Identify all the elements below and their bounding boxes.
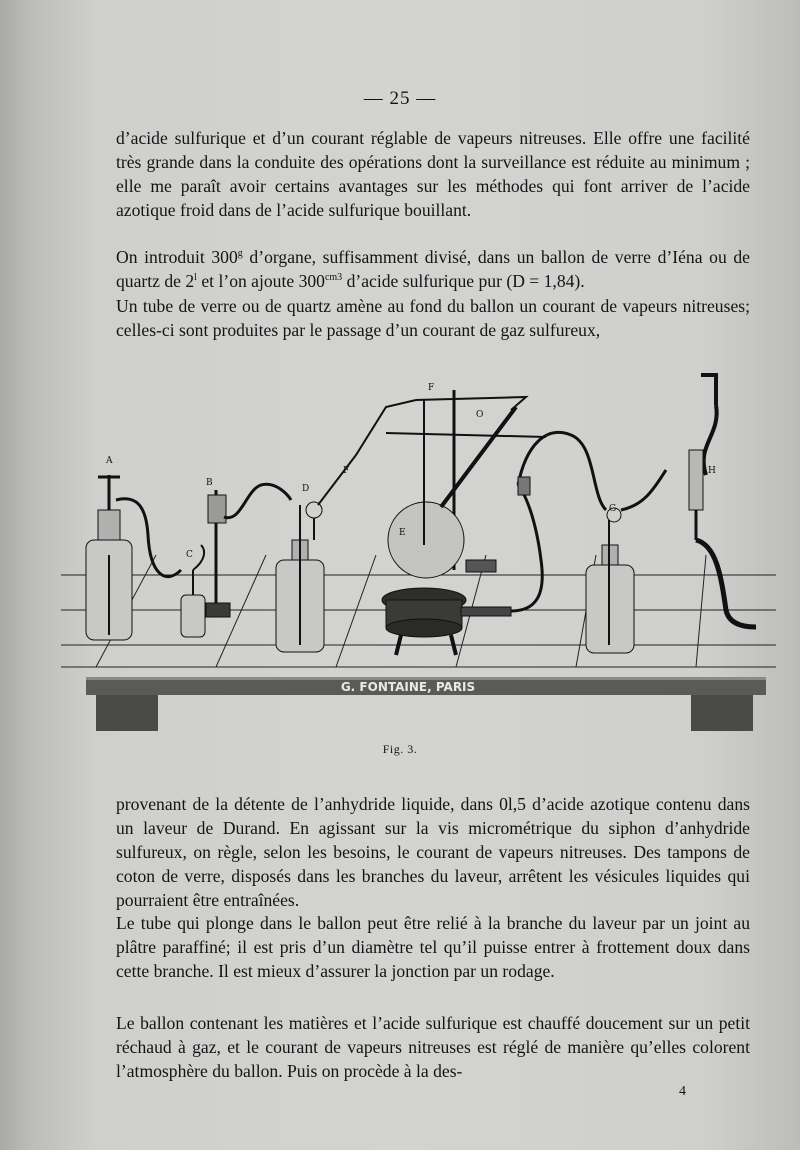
paragraph-2-part-4: d’acide sulfurique pur (D = 1,84). xyxy=(342,270,585,291)
svg-text:H: H xyxy=(708,466,716,476)
svg-text:B: B xyxy=(206,478,213,488)
svg-text:C: C xyxy=(186,550,193,560)
paragraph-2-part-1: On introduit 300 xyxy=(116,247,238,267)
signature-mark: 4 xyxy=(679,1084,686,1099)
svg-text:F: F xyxy=(343,466,350,476)
table-leg-left xyxy=(96,695,158,731)
paragraph-4: provenant de la détente de l’anhydride liquide, dans 0l,5 d’acide azotique contenu dans un laveur de Durand. En agissant sur la vis micrométrique du siphon d’anhydride sulfureux, on règle, selon les besoins, le courant de vapeurs nitreuses. Des tampons de coton de verre, disposés dans les branches du laveur, arrêtent les vésicules liquides qui pourraient être entraînées. xyxy=(116,794,750,910)
unit-cm3: cm3 xyxy=(324,272,343,284)
flask-c xyxy=(181,545,205,637)
paragraph-2-part-3: et l’on ajoute 300 xyxy=(196,270,325,291)
svg-text:D: D xyxy=(302,484,310,494)
water-tap-h xyxy=(689,375,756,627)
paragraph-5: Le tube qui plonge dans le ballon peut être relié à la branche du laveur par un joint au plâtre paraffiné; il est pris d’un diamètre tel qu’il puisse entrer à frottement doux dans cette branche. Il est mieux d’assurer la jonction par un rodage. xyxy=(116,913,750,981)
apparatus-illustration xyxy=(56,345,786,745)
svg-text:O: O xyxy=(476,410,484,420)
svg-text:A: A xyxy=(106,456,113,466)
page-number: — 25 — xyxy=(363,88,437,109)
paragraph-3: Un tube de verre ou de quartz amène au fond du ballon un courant de vapeurs nitreuses; celles-ci sont produites par le passage d’un courant de gaz sulfureux, xyxy=(116,296,750,340)
paragraph-6: Le ballon contenant les matières et l’acide sulfurique est chauffé doucement sur un petit réchaud à gaz, et le courant de vapeurs nitreuses est réglé de manière qu’elles colorent l’atmosphère du ballon. Puis on procède à la des- xyxy=(116,1013,750,1081)
apparatus-figure xyxy=(56,345,786,745)
paragraph-1: d’acide sulfurique et d’un courant réglable de vapeurs nitreuses. Elle offre une facilité très grande dans la conduite des opérations dont la surveillance est réduite au minimum ; elle me paraît avoir certains avantages sur les méthodes qui font arriver de l’acide azotique froid dans de l’acide sulfurique bouillant. xyxy=(116,128,750,220)
svg-text:F: F xyxy=(428,383,435,393)
unit-grams: g xyxy=(237,248,243,260)
unit-liters: l xyxy=(194,272,197,284)
maker-mark: G. FONTAINE, PARIS xyxy=(340,680,476,694)
siphon-bottle-a xyxy=(86,475,181,640)
round-flask-e xyxy=(388,397,526,578)
gas-tube xyxy=(518,432,606,510)
figure-caption: Fig. 3. xyxy=(382,742,418,756)
table-leg-right xyxy=(691,695,753,731)
svg-text:G: G xyxy=(609,504,617,514)
paragraph-2-part-2: d’organe, suffisamment divisé, dans un ballon de verre d’Iéna ou de quartz de 2 xyxy=(116,247,750,291)
svg-text:E: E xyxy=(399,528,406,538)
paragraph-2 xyxy=(116,246,750,294)
